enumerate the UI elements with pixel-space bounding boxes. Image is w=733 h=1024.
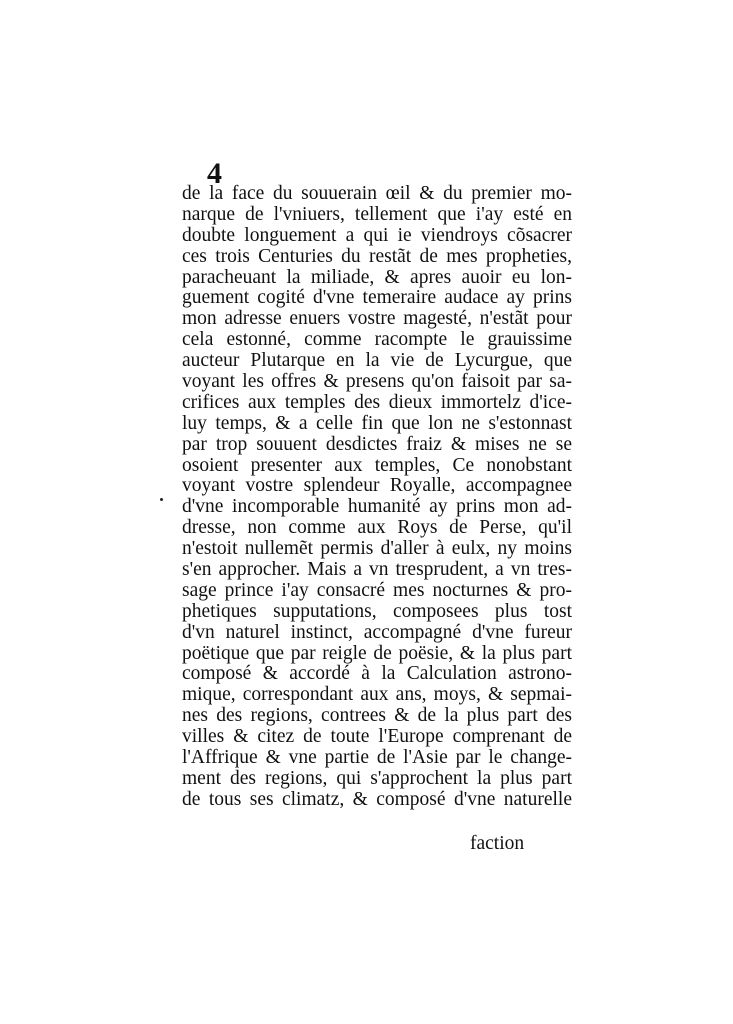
text-line: narque de l'vniuers, tellement que i'ay esté en <box>182 203 572 225</box>
text-line: sage prince i'ay consacré mes nocturnes & pro- <box>182 579 572 601</box>
text-line: phetiques supputations, composees plus tost <box>182 600 572 622</box>
catchword: faction <box>470 833 525 854</box>
text-line: aucteur Plutarque en la vie de Lycurgue, que <box>182 350 572 372</box>
text-line: voyant les offres & presens qu'on faisoit par sa- <box>182 371 572 393</box>
page-number: 4 <box>207 157 222 190</box>
text-line: de la face du souuerain œil & du premier mo- <box>182 183 572 204</box>
text-line: ment des regions, qui s'approchent la plus part <box>182 767 572 789</box>
text-line: mique, correspondant aux ans, moys, & sepmai- <box>182 684 572 706</box>
text-line: composé & accordé à la Calculation astrono- <box>182 663 572 685</box>
text-line: poëtique que par reigle de poësie, & la plus part <box>182 642 572 664</box>
margin-ink-speck <box>160 498 163 501</box>
text-line: ces trois Centuries du restãt de mes propheties, <box>182 245 572 267</box>
text-line: dresse, non comme aux Roys de Perse, qu'il <box>182 517 572 539</box>
body-text <box>182 184 572 811</box>
text-line: crifices aux temples des dieux immortelz d'ice- <box>182 391 572 413</box>
text-line: paracheuant la miliade, & apres auoir eu lon- <box>182 266 572 288</box>
text-line: villes & citez de toute l'Europe comprenant de <box>182 726 572 748</box>
text-line: voyant vostre splendeur Royalle, accompagnee <box>182 475 572 497</box>
text-line: nes des regions, contrees & de la plus part des <box>182 705 572 727</box>
text-line: s'en approcher. Mais a vn tresprudent, a vn tres- <box>182 559 572 581</box>
text-line: guement cogité d'vne temeraire audace ay prins <box>182 287 572 309</box>
text-line: doubte longuement a qui ie viendroys cõsacrer <box>182 224 572 246</box>
text-line: mon adresse enuers vostre magesté, n'estãt pour <box>182 308 572 330</box>
text-line: d'vn naturel instinct, accompagné d'vne fureur <box>182 621 572 643</box>
text-line: cela estonné, comme racompte le grauissime <box>182 329 572 351</box>
text-line: n'estoit nullemẽt permis d'aller à eulx, ny moins <box>182 538 572 560</box>
text-line: par trop souuent desdictes fraiz & mises ne se <box>182 433 572 455</box>
text-line: de tous ses climatz, & composé d'vne naturelle <box>182 788 572 810</box>
text-line: d'vne incomporable humanité ay prins mon ad- <box>182 496 572 518</box>
text-line: luy temps, & a celle fin que lon ne s'estonnast <box>182 412 572 434</box>
text-line: osoient presenter aux temples, Ce nonobstant <box>182 454 572 476</box>
text-line: l'Affrique & vne partie de l'Asie par le change- <box>182 747 572 769</box>
